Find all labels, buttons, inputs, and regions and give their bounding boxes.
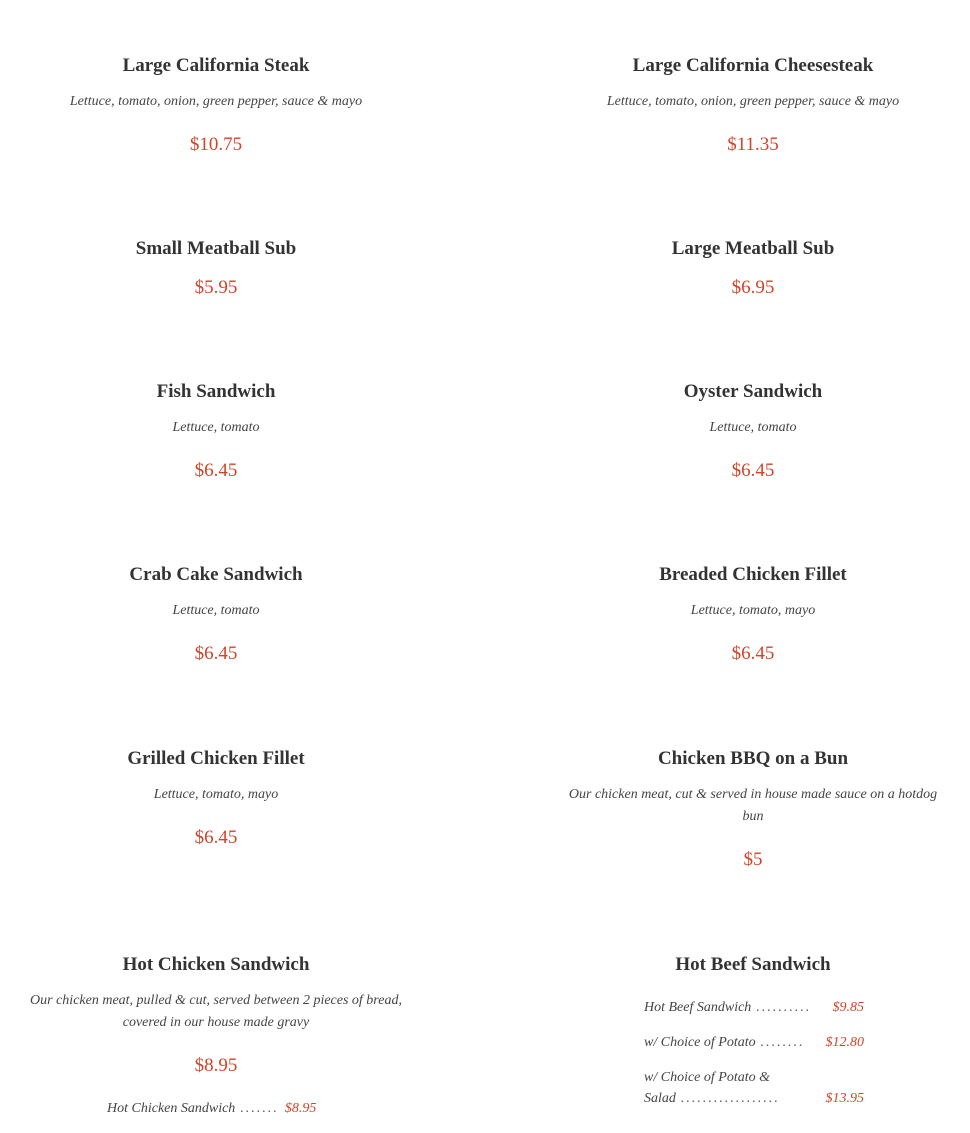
- item-price: $6.45: [731, 460, 775, 481]
- menu-item-crab-cake-sandwich: [21, 564, 411, 665]
- item-description: Lettuce, tomato, onion, green pepper, sauce & mayo: [606, 94, 900, 109]
- menu-item-large-meatball-sub: [558, 238, 948, 299]
- menu-item-chicken-bbq-on-a-bun: [558, 748, 948, 871]
- item-name: Oyster Sandwich: [683, 381, 823, 402]
- item-name: Hot Chicken Sandwich: [122, 954, 310, 975]
- dot-leader: ........: [760, 1035, 805, 1050]
- item-description: Lettuce, tomato, mayo: [153, 787, 279, 802]
- item-price: $6.45: [731, 643, 775, 664]
- item-name: Fish Sandwich: [156, 381, 276, 402]
- item-description: Lettuce, tomato: [172, 603, 260, 618]
- menu-item-hot-beef-sandwich: [558, 954, 948, 976]
- option-label: Hot Chicken Sandwich: [107, 1101, 236, 1116]
- menu-item-oyster-sandwich: [558, 381, 948, 482]
- item-price: $6.45: [194, 827, 238, 848]
- item-name: Crab Cake Sandwich: [129, 564, 303, 585]
- option-price: $8.95: [284, 1101, 317, 1116]
- hot-chicken-options: [107, 1098, 316, 1119]
- menu-item-grilled-chicken-fillet: [21, 748, 411, 849]
- item-price: $6.45: [194, 643, 238, 664]
- menu-item-hot-chicken-sandwich: [21, 954, 411, 1077]
- option-price: $12.80: [825, 1035, 864, 1050]
- item-name: Small Meatball Sub: [135, 238, 297, 259]
- option-price: $9.85: [832, 1000, 864, 1015]
- item-description: Lettuce, tomato: [709, 420, 797, 435]
- item-description: Our chicken meat, cut & served in house made sauce on a hotdog bun: [568, 787, 938, 824]
- item-description: Lettuce, tomato, onion, green pepper, sauce & mayo: [69, 94, 363, 109]
- option-label-continued: Salad: [644, 1091, 676, 1106]
- item-price: $5.95: [194, 277, 238, 298]
- price-option-row: [107, 1098, 316, 1119]
- item-name: Chicken BBQ on a Bun: [657, 748, 849, 769]
- option-label: w/ Choice of Potato: [644, 1035, 756, 1050]
- item-description: Lettuce, tomato, mayo: [690, 603, 816, 618]
- price-option-row: [644, 1032, 864, 1053]
- item-description: Lettuce, tomato: [172, 420, 260, 435]
- menu-item-small-meatball-sub: [21, 238, 411, 299]
- item-name: Hot Beef Sandwich: [675, 954, 831, 975]
- item-price: $6.45: [194, 460, 238, 481]
- item-price: $11.35: [727, 134, 779, 155]
- item-price: $10.75: [189, 134, 243, 155]
- option-price: $13.95: [825, 1091, 864, 1106]
- price-option-row: [644, 997, 864, 1018]
- item-name: Large California Cheesesteak: [632, 55, 874, 76]
- menu-item-large-california-cheesesteak: [558, 55, 948, 156]
- item-price: $6.95: [731, 277, 775, 298]
- hot-beef-options: [644, 997, 864, 1109]
- menu-item-breaded-chicken-fillet: [558, 564, 948, 665]
- item-description: Our chicken meat, pulled & cut, served between 2 pieces of bread, covered in our house made gravy: [30, 993, 402, 1030]
- dot-leader: ..................: [680, 1091, 780, 1106]
- item-name: Large California Steak: [122, 55, 310, 76]
- menu-item-fish-sandwich: [21, 381, 411, 482]
- option-label: w/ Choice of Potato &: [644, 1070, 770, 1085]
- item-price: $5: [743, 849, 763, 870]
- item-name: Large Meatball Sub: [671, 238, 835, 259]
- option-label: Hot Beef Sandwich: [644, 1000, 752, 1015]
- price-option-row: [644, 1067, 864, 1109]
- item-name: Breaded Chicken Fillet: [659, 564, 847, 585]
- dot-leader: .......: [240, 1101, 279, 1116]
- item-name: Grilled Chicken Fillet: [127, 748, 305, 769]
- dot-leader: ..........: [756, 1000, 812, 1015]
- menu-item-large-california-steak: [21, 55, 411, 156]
- item-price: $8.95: [194, 1055, 238, 1076]
